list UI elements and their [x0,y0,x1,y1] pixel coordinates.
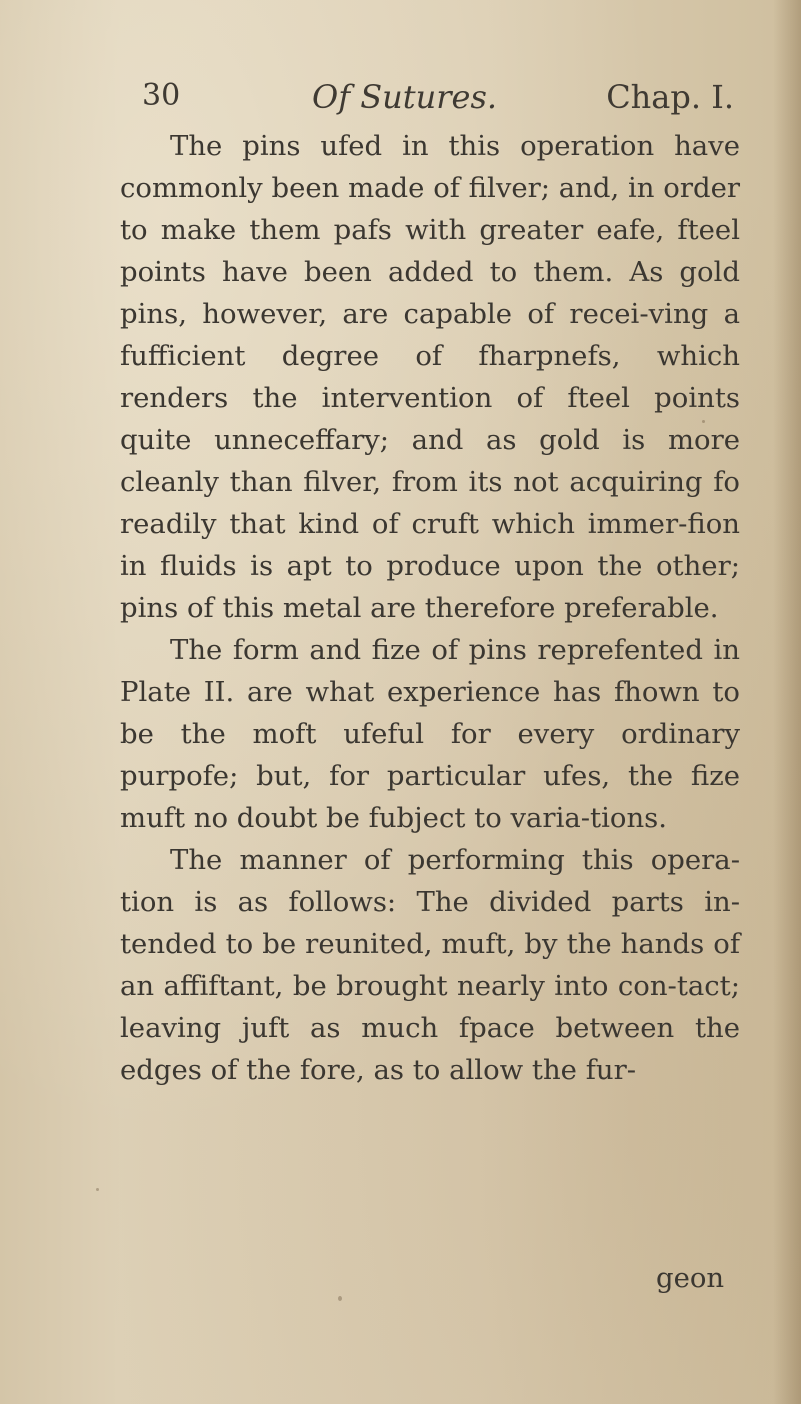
body-text [120,125,740,1091]
running-head [142,78,734,122]
paper-speck [338,1296,342,1301]
page-edge-shadow [773,0,801,1404]
chapter-label: Chap. I. [606,78,734,116]
running-title: Of Sutures. [312,78,498,116]
paragraph: The manner of performing this opera-tion is as follows: The divided parts in-tended to be reunited, muft, by the hands of an affiftant, be brought nearly into con-tact; leaving juft as much fpace between the edges of the fore, as to allow the fur- [120,844,740,1086]
paragraph: The pins ufed in this operation have commonly been made of filver; and, in order to make them pafs with greater eafe, fteel points have been added to them. As gold pins, however, are capable of recei-ving a fufficient degree of fharpnefs, which renders the intervention of fteel points quite unneceffary; and as gold is more cleanly than filver, from its not acquiring fo readily that kind of cruft which immer-fion in fluids is apt to produce upon the other; pins of this metal are therefore preferable. [120,130,740,624]
paper-speck [96,1188,99,1191]
paper-speck [702,420,705,423]
paragraph: The form and fize of pins reprefented in Plate II. are what experience has fhown to be the moft ufeful for every ordinary purpofe; but, for particular ufes, the fize muft no doubt be fubject to varia-tions. [120,634,740,834]
catchword: geon [656,1262,725,1294]
page-number: 30 [142,78,181,113]
